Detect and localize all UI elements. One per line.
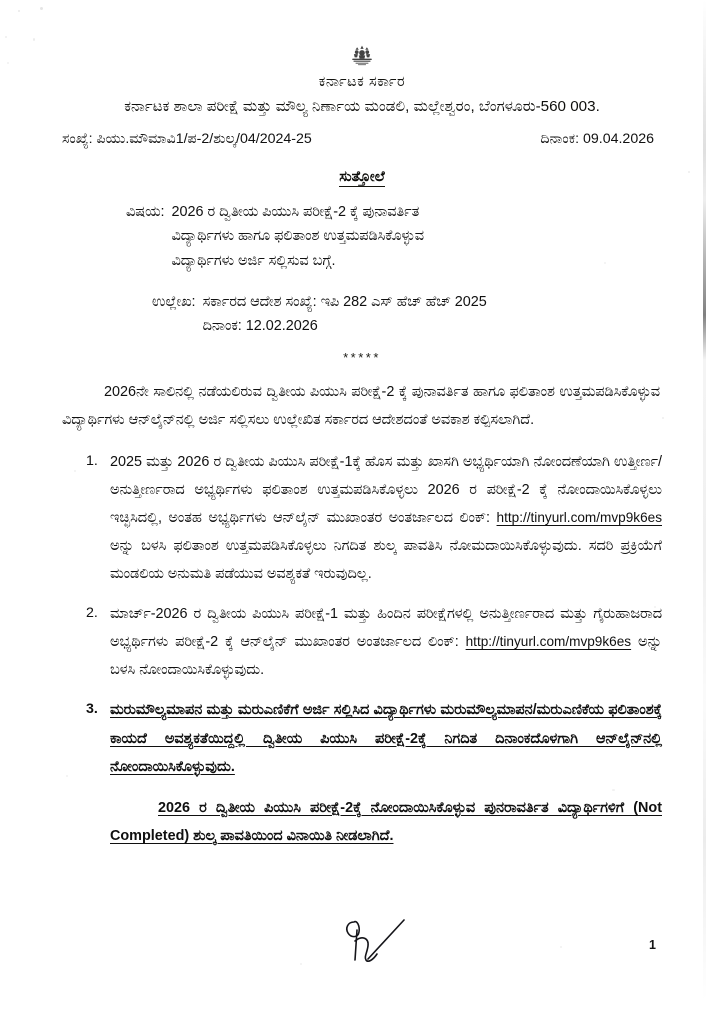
item-marker: 3. bbox=[86, 701, 98, 718]
reference-number: ಸಂಖ್ಯೆ: ಪಿಯು.ಮೌಮಾವಿ1/ಪ-2/ಶುಲ್ಕ/04/2024-25 bbox=[62, 131, 312, 147]
reference-date-row bbox=[0, 131, 724, 147]
circular-title-text: ಸುತ್ತೋಲೆ bbox=[339, 169, 385, 185]
government-heading: ಕರ್ನಾಟಕ ಸರ್ಕಾರ bbox=[318, 74, 406, 90]
tinyurl-link[interactable]: http://tinyurl.com/mvp9k6es bbox=[465, 634, 632, 650]
item-marker: 1. bbox=[86, 452, 98, 469]
subject-line: ವಿದ್ಯಾರ್ಥಿಗಳು ಅರ್ಜಿ ಸಲ್ಲಿಸುವ ಬಗ್ಗೆ. bbox=[171, 252, 336, 269]
emblem-container bbox=[0, 0, 724, 72]
subject-line: ವಿದ್ಯಾರ್ಥಿಗಳು ಹಾಗೂ ಫಲಿತಾಂಶ ಉತ್ತಮಪಡಿಸಿಕೊಳ್ಳುವ bbox=[171, 228, 424, 245]
page-number: 1 bbox=[649, 938, 656, 952]
scan-speck bbox=[560, 946, 562, 948]
separator-asterisks: ***** bbox=[343, 349, 381, 365]
item-text-before-link: ಮರುಮೌಲ್ಯಮಾಪನ ಮತ್ತು ಮರುಎಣಿಕೆಗೆ ಅರ್ಜಿ ಸಲ್ಲಿಸಿದ ವಿದ್ಯಾರ್ಥಿಗಳು ಮರುಮೌಲ್ಯಮಾಪನ/ಮರುಎಣಿಕೆಯ ಫಲಿತಾಂಶಕ್ಕೆ ಕಾಯದೆ ಅವಶ್ಯಕತೆಯಿದ್ದಲ್ಲಿ ದ್ವಿತೀಯ ಪಿಯುಸಿ ಪರೀಕ್ಷೆ-2ಕ್ಕೆ ನಿಗದಿತ ದಿನಾಂಕದೊಳಗಾಗಿ ಆನ್‌ಲೈನ್‌ನಲ್ಲಿ ನೋಂದಾಯಿಸಿಕೊಳ್ಳುವುದು. bbox=[110, 702, 662, 775]
reference-label: ಉಲ್ಲೇಖ: bbox=[152, 293, 196, 310]
subject-line: 2026 ರ ದ್ವಿತೀಯ ಪಿಯುಸಿ ಪರೀಕ್ಷೆ-2 ಕ್ಕೆ ಪುನಾವರ್ತಿತ bbox=[171, 204, 420, 220]
item-text-after-link: ಅನ್ನು ಬಳಸಿ ಫಲಿತಾಂಶ ಉತ್ತಮಪಡಿಸಿಕೊಳ್ಳಲು ನಿಗದಿತ ಶುಲ್ಕ ಪಾವತಿಸಿ ನೋಮದಾಯಿಸಿಕೊಳ್ಳುವುದು. ಸದರಿ ಪ್ರಕ್ರಿಯೆಗೆ ಮಂಡಲಿಯ ಅನುಮತಿ ಪಡೆಯುವ ಅವಶ್ಯಕತೆ ಇರುವುದಿಲ್ಲ. bbox=[110, 538, 662, 583]
reference-value bbox=[203, 291, 662, 339]
item-text-before-link: ಮಾರ್ಚ್-2026 ರ ದ್ವಿತೀಯ ಪಿಯುಸಿ ಪರೀಕ್ಷೆ-1 ಮತ್ತು ಹಿಂದಿನ ಪರೀಕ್ಷೆಗಳಲ್ಲಿ ಅನುತ್ತೀರ್ಣರಾದ ಮತ್ತು ಗೈರುಹಾಜರಾದ ಅಭ್ಯರ್ಥಿಗಳು ಪರೀಕ್ಷೆ-2 ಕ್ಕೆ ಆನ್‌ಲೈನ್ ಮುಖಾಂತರ ಅಂತರ್ಜಾಲದ ಲಿಂಕ್: bbox=[110, 606, 662, 651]
handwritten-signature bbox=[340, 916, 460, 976]
list-item bbox=[0, 448, 724, 588]
tinyurl-link[interactable]: http://tinyurl.com/mvp9k6es bbox=[496, 509, 662, 525]
list-item bbox=[0, 600, 724, 684]
numbered-items-list bbox=[0, 448, 724, 781]
karnataka-state-emblem-icon bbox=[349, 44, 375, 70]
closing-paragraph-text: 2026 ರ ದ್ವಿತೀಯ ಪಿಯುಸಿ ಪರೀಕ್ಷೆ-2ಕ್ಕೆ ನೋಂದಾಯಿಸಿಕೊಳ್ಳುವ ಪುನರಾವರ್ತಿತ ವಿದ್ಯಾರ್ಥಿಗಳಿಗೆ (Not Completed) ಶುಲ್ಕ ಪಾವತಿಯಿಂದ ವಿನಾಯಿತಿ ನೀಡಲಾಗಿದೆ. bbox=[110, 799, 662, 844]
subject-block bbox=[0, 201, 724, 273]
item-text-before-link: 2025 ಮತ್ತು 2026 ರ ದ್ವಿತೀಯ ಪಿಯುಸಿ ಪರೀಕ್ಷೆ-1ಕ್ಕೆ ಹೊಸ ಮತ್ತು ಖಾಸಗಿ ಅಭ್ಯರ್ಥಿಯಾಗಿ ನೋಂದಣೆಯಾಗಿ ಉತ್ತೀರ್ಣ/ಅನುತ್ತೀರ್ಣರಾದ ಅಭ್ಯರ್ಥಿಗಳು ಫಲಿತಾಂಶ ಉತ್ತಮಪಡಿಸಿಕೊಳ್ಳಲು 2026 ರ ಪರೀಕ್ಷೆ-2 ಕ್ಕೆ ನೋಂದಾಯಿಸಿಕೊಳ್ಳಲು ಇಚ್ಛಿಸಿದಲ್ಲಿ, ಅಂತಹ ಅಭ್ಯರ್ಥಿಗಳು ಆನ್‌ಲೈನ್ ಮುಖಾಂತರ ಅಂತರ್ಜಾಲದ ಲಿಂಕ್: bbox=[110, 453, 662, 526]
opening-paragraph: 2026ನೇ ಸಾಲಿನಲ್ಲಿ ನಡೆಯಲಿರುವ ದ್ವಿತೀಯ ಪಿಯುಸಿ ಪರೀಕ್ಷೆ-2 ಕ್ಕೆ ಪುನಾವರ್ತಿತ ಹಾಗೂ ಫಲಿತಾಂಶ ಉತ್ತಮಪಡಿಸಿಕೊಳ್ಳುವ ವಿದ್ಯಾರ್ಥಿಗಳು ಆನ್‌ಲೈನ್‌ನಲ್ಲಿ ಅರ್ಜಿ ಸಲ್ಲಿಸಲು ಉಲ್ಲೇಖಿತ ಸರ್ಕಾರದ ಆದೇಶದಂತೆ ಅವಕಾಶ ಕಲ್ಪಿಸಲಾಗಿದೆ. bbox=[62, 383, 660, 428]
document-date: ದಿನಾಂಕ: 09.04.2026 bbox=[540, 131, 654, 147]
reference-block bbox=[0, 291, 724, 339]
item-marker: 2. bbox=[86, 605, 98, 622]
item-text-after-link: ಅನ್ನು ಬಳಸಿ ನೋಂದಾಯಿಸಿಕೊಳ್ಳುವುದು. bbox=[110, 634, 663, 679]
scan-speck bbox=[300, 963, 302, 965]
subject-value bbox=[171, 201, 662, 273]
board-heading: ಕರ್ನಾಟಕ ಶಾಲಾ ಪರೀಕ್ಷೆ ಮತ್ತು ಮೌಲ್ಯ ನಿರ್ಣಾಯ ಮಂಡಲಿ, ಮಲ್ಲೇಶ್ವರಂ, ಬೆಂಗಳೂರು-560 003. bbox=[124, 98, 600, 115]
closing-paragraph bbox=[0, 794, 724, 850]
subject-label: ವಿಷಯ: bbox=[126, 204, 165, 220]
reference-line: ದಿನಾಂಕ: 12.02.2026 bbox=[202, 318, 318, 335]
reference-line: ಸರ್ಕಾರದ ಆದೇಶ ಸಂಖ್ಯೆ: ಇಪಿ 282 ಎಸ್ ಹೆಚ್ ಹೆಚ್ 2025 bbox=[202, 293, 487, 310]
circular-title bbox=[0, 169, 724, 185]
list-item bbox=[0, 696, 724, 780]
